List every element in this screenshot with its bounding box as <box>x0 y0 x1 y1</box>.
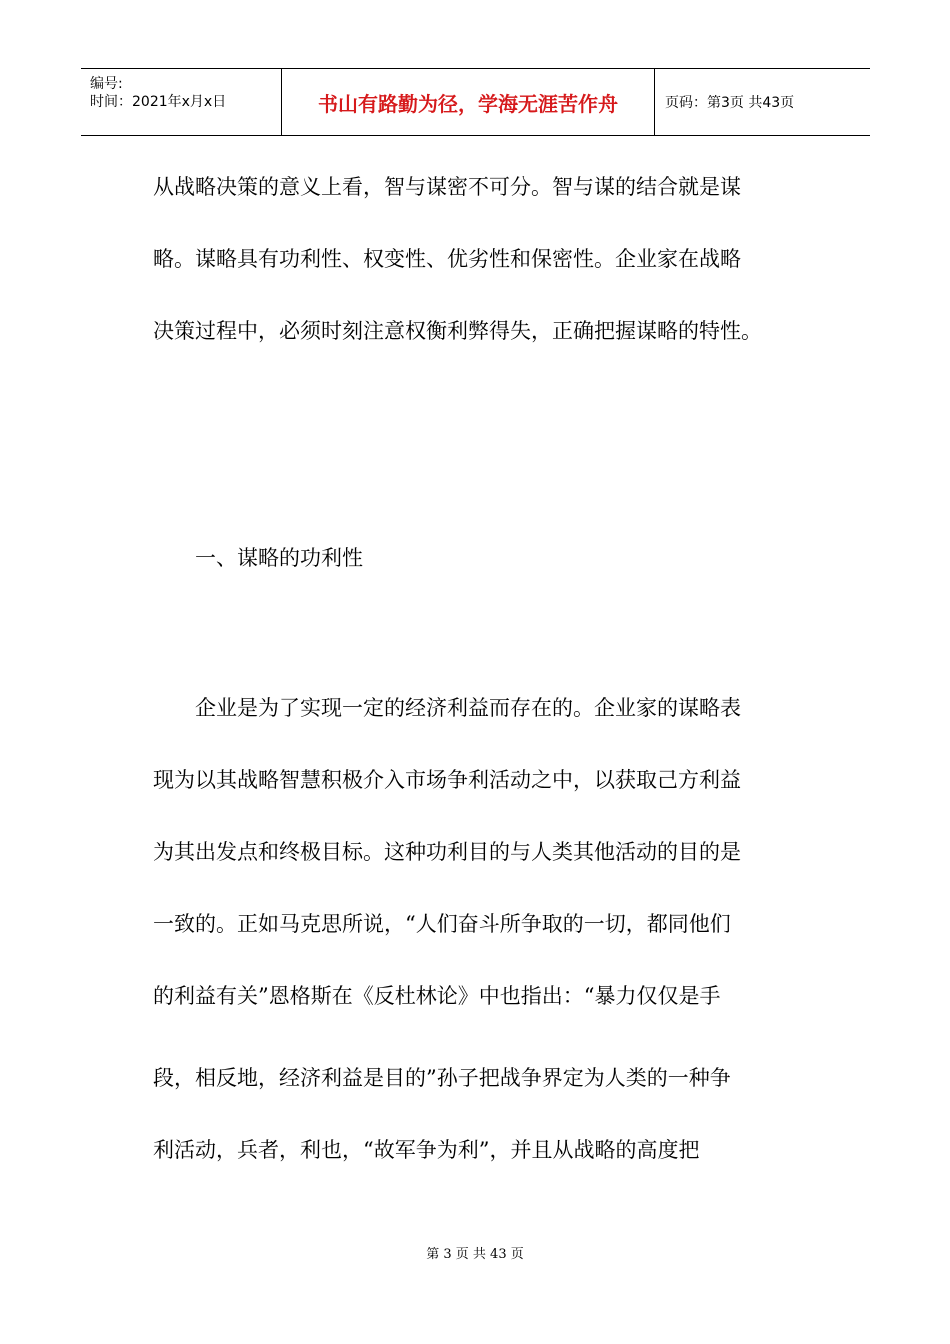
paragraph-line: 为其出发点和终极目标。这种功利目的与人类其他活动的目的是 <box>153 840 741 864</box>
paragraph-line: 段，相反地，经济利益是目的”孙子把战争界定为人类的一种争 <box>153 1066 731 1090</box>
header-motto-cell <box>281 69 655 135</box>
header-page-info: 页码：第3页 共43页 <box>665 95 795 111</box>
page-header <box>81 68 870 136</box>
paragraph-line: 利活动，兵者，利也，“故军争为利”，并且从战略的高度把 <box>153 1138 700 1162</box>
serial-number-label: 编号: <box>90 76 123 92</box>
header-page-cell <box>655 69 870 135</box>
paragraph-line: 略。谋略具有功利性、权变性、优劣性和保密性。企业家在战略 <box>153 247 741 271</box>
paragraph-line: 从战略决策的意义上看，智与谋密不可分。智与谋的结合就是谋 <box>153 175 741 199</box>
paragraph-line: 一致的。正如马克思所说，“人们奋斗所争取的一切，都同他们 <box>153 912 731 936</box>
paragraph-line: 的利益有关”恩格斯在《反杜林论》中也指出：“暴力仅仅是手 <box>153 984 721 1008</box>
section-heading: 一、谋略的功利性 <box>195 546 363 570</box>
paragraph-line: 决策过程中，必须时刻注意权衡利弊得失，正确把握谋略的特性。 <box>153 319 762 343</box>
paragraph-line: 现为以其战略智慧积极介入市场争利活动之中，以获取己方利益 <box>153 768 741 792</box>
paragraph-line: 企业是为了实现一定的经济利益而存在的。企业家的谋略表 <box>195 696 741 720</box>
date-label: 时间：2021年x月x日 <box>90 94 227 110</box>
page-footer: 第 3 页 共 43 页 <box>426 1247 524 1262</box>
header-motto: 书山有路勤为径，学海无涯苦作舟 <box>318 92 618 116</box>
header-meta-cell <box>81 69 281 135</box>
